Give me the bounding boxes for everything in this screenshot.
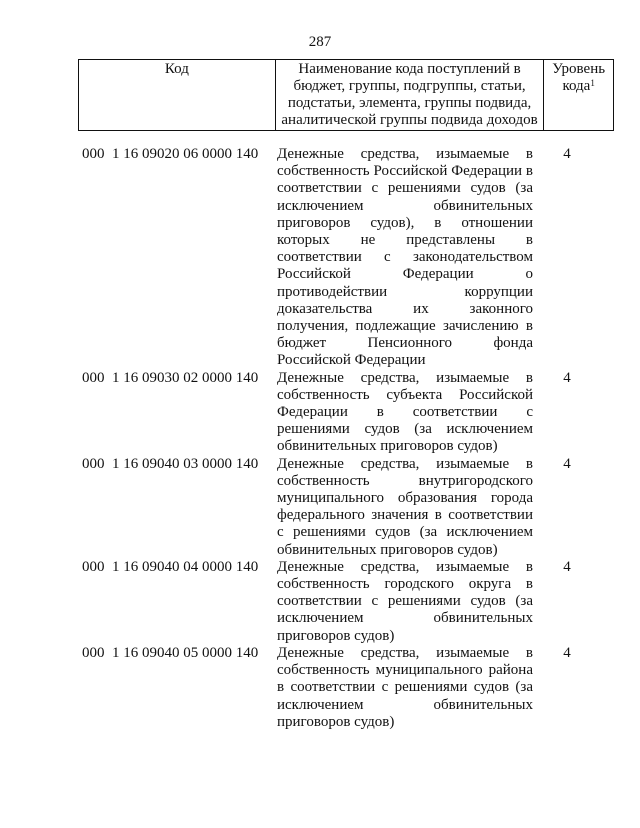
row-prefix: 000 [82, 644, 105, 661]
row-level: 4 [563, 558, 571, 575]
row-prefix: 000 [82, 455, 105, 472]
table-row [82, 370, 614, 456]
header-name: Наименование кода поступлений в бюджет, группы, подгруппы, статьи, подстатьи, элемента, группы подвида, аналитической группы подвида доходов [275, 60, 544, 131]
table-row [82, 559, 614, 645]
row-name: Денежные средства, изымаемые в собственность городского округа в соответствии с решениями судов (за исключением обвинительных приговоров судов) [277, 558, 533, 644]
row-level: 4 [563, 455, 571, 472]
row-level: 4 [563, 644, 571, 661]
row-code: 1 16 09030 02 0000 140 [112, 369, 259, 386]
header-level [544, 60, 614, 131]
table-body [82, 146, 614, 731]
row-prefix: 000 [82, 558, 105, 575]
row-name: Денежные средства, изымаемые в собственность Российской Федерации в соответствии с решениями судов (за исключением обвинительных приговоров судов), в отношении которых не представлены в соответствии с законодательством Российской Федерации о противодействии коррупции доказательства их законного получения, подлежащие зачислению в бюджет Пенсионного фонда Российской Федерации [277, 146, 533, 369]
header-level-footnote: 1 [590, 78, 595, 88]
table-row [82, 645, 614, 731]
row-prefix: 000 [82, 369, 105, 386]
table-row [82, 456, 614, 559]
row-name: Денежные средства, изымаемые в собственность субъекта Российской Федерации в соответствии с решениями судов (за исключением обвинительных приговоров судов) [277, 369, 533, 455]
header-code: Код [79, 60, 276, 131]
table-header [78, 59, 614, 131]
row-level: 4 [563, 369, 571, 386]
table-row [82, 146, 614, 370]
row-name: Денежные средства, изымаемые в собственность внутригородского муниципального образования города федерального значения в соответствии с решениями судов (за исключением обвинительных приговоров судов) [277, 455, 533, 558]
page-number: 287 [308, 34, 332, 50]
row-code: 1 16 09040 05 0000 140 [112, 644, 259, 661]
row-code: 1 16 09020 06 0000 140 [112, 146, 259, 162]
header-level-label: Уровень кода [552, 61, 606, 94]
row-prefix: 000 [82, 146, 105, 162]
row-code: 1 16 09040 03 0000 140 [112, 455, 259, 472]
row-code: 1 16 09040 04 0000 140 [112, 558, 259, 575]
row-name: Денежные средства, изымаемые в собственность муниципального района в соответствии с решениями судов (за исключением обвинительных приговоров судов) [277, 644, 533, 730]
row-level: 4 [563, 146, 571, 162]
